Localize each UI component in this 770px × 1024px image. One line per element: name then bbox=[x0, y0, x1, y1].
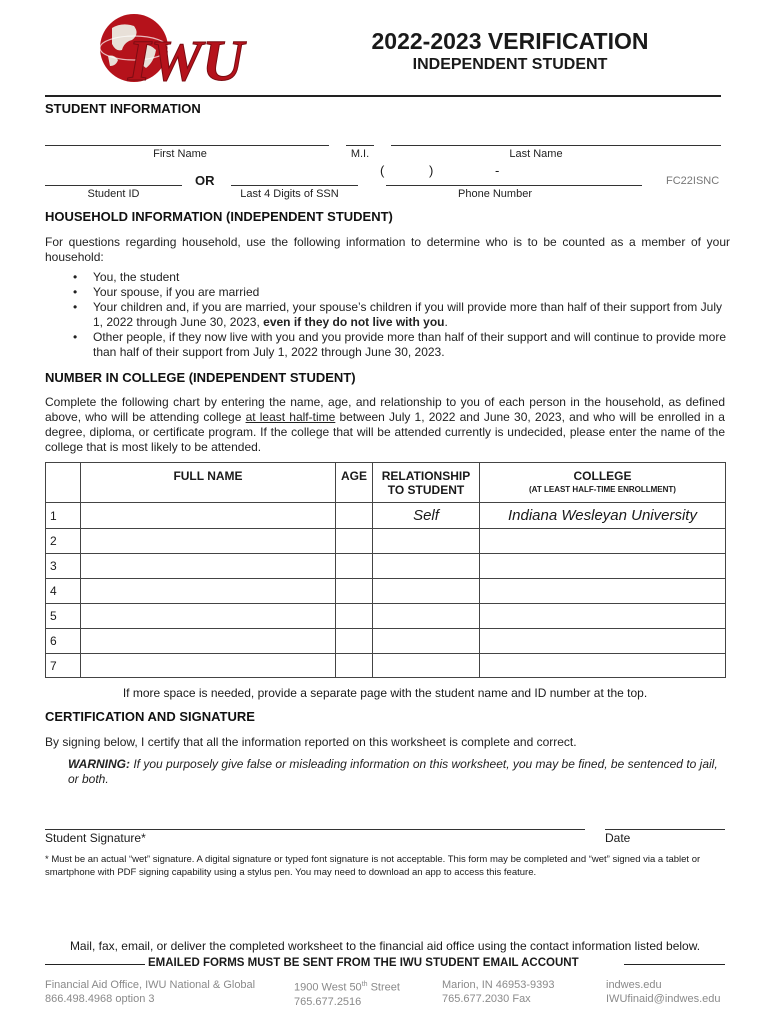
certification-heading: CERTIFICATION AND SIGNATURE bbox=[45, 709, 255, 724]
footer-city bbox=[442, 978, 555, 1006]
date-field[interactable] bbox=[605, 829, 725, 830]
college-header-sub: (AT LEAST HALF-TIME ENROLLMENT) bbox=[529, 485, 676, 494]
college-cell[interactable]: Indiana Wesleyan University bbox=[480, 503, 726, 529]
date-label: Date bbox=[605, 831, 631, 845]
col-age-header: AGE bbox=[336, 463, 373, 503]
college-cell[interactable] bbox=[480, 629, 726, 654]
household-intro: For questions regarding household, use the following information to determine who is to be counted as a member of your household: bbox=[45, 235, 730, 264]
footer-web bbox=[606, 978, 721, 1006]
web-link[interactable]: indwes.edu bbox=[606, 979, 662, 991]
street-ordinal: th bbox=[361, 981, 368, 988]
table-row bbox=[46, 579, 726, 604]
table-row bbox=[46, 554, 726, 579]
form-code: FC22ISNC bbox=[666, 175, 720, 187]
college-intro-underline: at least half-time bbox=[245, 410, 336, 424]
street-phone: 765.677.2516 bbox=[294, 995, 362, 1008]
footer-rule-right bbox=[624, 964, 725, 965]
college-cell[interactable] bbox=[480, 529, 726, 554]
first-name-field[interactable] bbox=[45, 145, 329, 146]
warning-body: If you purposely give false or misleading information on this worksheet, you may be fined, be sentenced to jail, or both. bbox=[68, 757, 718, 786]
table-row bbox=[46, 654, 726, 678]
email-link[interactable]: IWUfinaid@indwes.edu bbox=[606, 993, 721, 1005]
phone-close-paren: ) bbox=[429, 163, 434, 178]
street-number: 1900 West 50 bbox=[294, 981, 362, 994]
footer-rule-left bbox=[45, 964, 145, 965]
col-college-header bbox=[480, 463, 726, 503]
name-cell[interactable] bbox=[81, 654, 336, 678]
age-cell[interactable] bbox=[336, 554, 373, 579]
phone-dash: - bbox=[495, 163, 500, 178]
last-name-label: Last Name bbox=[509, 148, 563, 160]
college-heading: NUMBER IN COLLEGE (INDEPENDENT STUDENT) bbox=[45, 370, 356, 385]
college-cell[interactable] bbox=[480, 579, 726, 604]
phone-field[interactable] bbox=[386, 185, 642, 186]
signature-footnote: * Must be an actual “wet” signature. A digital signature or typed font signature is not acceptable. This form may be completed and “wet” signed via a tablet or smartphone with PDF signing capability using a stylus pen. You may need to download an app to access this feature. bbox=[45, 854, 701, 878]
college-intro-a: Complete the following chart by entering the name, age, and relationship to you of each person in the household, as defined above, who will be attending college bbox=[45, 395, 725, 424]
ssn-field[interactable] bbox=[231, 185, 358, 186]
street-address bbox=[294, 978, 400, 995]
header-rule bbox=[45, 95, 721, 97]
table-row bbox=[46, 629, 726, 654]
student-id-field[interactable] bbox=[45, 185, 182, 186]
college-chart bbox=[45, 462, 726, 678]
relationship-cell[interactable] bbox=[373, 604, 480, 629]
relationship-cell[interactable] bbox=[373, 554, 480, 579]
col-number-header bbox=[46, 463, 81, 503]
office-phone: 866.498.4968 option 3 bbox=[45, 993, 155, 1005]
college-intro-b: between July 1, 2022 and June 30, 2023, and who will be enrolled in a degree, diploma, or certificate program. If the college that will be attended currently is undecided, please enter the name of the college that is most likely to be attended. bbox=[45, 410, 725, 454]
row-number: 6 bbox=[46, 629, 81, 654]
phone-label: Phone Number bbox=[458, 188, 532, 200]
bullet-item: • You, the student bbox=[45, 270, 730, 285]
relationship-cell[interactable] bbox=[373, 529, 480, 554]
more-space-note: If more space is needed, provide a separate page with the student name and ID number at the top. bbox=[122, 686, 648, 700]
row-number: 7 bbox=[46, 654, 81, 678]
college-header-title: COLLEGE bbox=[573, 469, 632, 483]
name-cell[interactable] bbox=[81, 554, 336, 579]
relationship-cell[interactable]: Self bbox=[373, 503, 480, 529]
office-name: Financial Aid Office, IWU National & Global bbox=[45, 979, 256, 991]
college-intro bbox=[45, 395, 725, 455]
age-cell[interactable] bbox=[336, 654, 373, 678]
name-cell[interactable] bbox=[81, 579, 336, 604]
relationship-cell[interactable] bbox=[373, 579, 480, 604]
bullet-item: • Other people, if they now live with you and you provide more than half of their support and will continue to provide more than half of their support from July 1, 2022 through June 30, 2023. bbox=[45, 330, 730, 360]
signature-field[interactable] bbox=[45, 829, 585, 830]
signature-label: Student Signature* bbox=[45, 831, 146, 845]
iwu-logo bbox=[94, 6, 276, 90]
warning-text bbox=[68, 757, 728, 787]
row-number: 1 bbox=[46, 503, 81, 529]
age-cell[interactable] bbox=[336, 579, 373, 604]
form-title: 2022-2023 VERIFICATION bbox=[371, 28, 649, 54]
mi-label: M.I. bbox=[350, 148, 370, 160]
mi-field[interactable] bbox=[346, 145, 374, 146]
mail-instructions: Mail, fax, email, or deliver the completed worksheet to the financial aid office using the contact information listed below. bbox=[69, 939, 701, 953]
relationship-cell[interactable] bbox=[373, 654, 480, 678]
age-cell[interactable] bbox=[336, 503, 373, 529]
form-subtitle: INDEPENDENT STUDENT bbox=[412, 56, 608, 73]
bullet-item bbox=[45, 300, 730, 330]
emailed-notice: EMAILED FORMS MUST BE SENT FROM THE IWU STUDENT EMAIL ACCOUNT bbox=[148, 957, 579, 969]
name-cell[interactable] bbox=[81, 529, 336, 554]
col-relationship-header: RELATIONSHIP TO STUDENT bbox=[373, 463, 480, 503]
footer-street bbox=[294, 978, 400, 1009]
col-name-header: FULL NAME bbox=[81, 463, 336, 503]
row-number: 5 bbox=[46, 604, 81, 629]
table-row bbox=[46, 604, 726, 629]
first-name-label: First Name bbox=[153, 148, 207, 160]
name-cell[interactable] bbox=[81, 629, 336, 654]
bullet-item: • Your spouse, if you are married bbox=[45, 285, 730, 300]
bullet-end: . bbox=[444, 315, 448, 329]
footer-office bbox=[45, 978, 255, 1006]
name-cell[interactable] bbox=[81, 503, 336, 529]
svg-text:IWU: IWU bbox=[128, 28, 245, 90]
relationship-cell[interactable] bbox=[373, 629, 480, 654]
fax-line: 765.677.2030 Fax bbox=[442, 993, 531, 1005]
household-heading: HOUSEHOLD INFORMATION (INDEPENDENT STUDENT) bbox=[45, 209, 393, 224]
age-cell[interactable] bbox=[336, 604, 373, 629]
row-number: 4 bbox=[46, 579, 81, 604]
name-cell[interactable] bbox=[81, 604, 336, 629]
college-cell[interactable] bbox=[480, 554, 726, 579]
college-cell[interactable] bbox=[480, 604, 726, 629]
student-info-heading: STUDENT INFORMATION bbox=[45, 101, 201, 116]
warning-label: WARNING: bbox=[68, 757, 130, 771]
street-name: Street bbox=[367, 981, 400, 994]
phone-open-paren: ( bbox=[380, 163, 385, 178]
row-number: 2 bbox=[46, 529, 81, 554]
bullet-text: Your children and, if you are married, your spouse’s children if you will provide more than half of their support from July 1, 2022 through June 30, 2023, bbox=[93, 300, 722, 329]
ssn-label: Last 4 Digits of SSN bbox=[240, 188, 339, 200]
college-cell[interactable] bbox=[480, 654, 726, 678]
table-header-row bbox=[46, 463, 726, 503]
bullet-emphasis: even if they do not live with you bbox=[263, 315, 445, 329]
or-text: OR bbox=[195, 173, 215, 188]
table-row bbox=[46, 503, 726, 529]
student-id-label: Student ID bbox=[87, 188, 140, 200]
age-cell[interactable] bbox=[336, 629, 373, 654]
household-bullets bbox=[45, 270, 730, 360]
last-name-field[interactable] bbox=[391, 145, 721, 146]
row-number: 3 bbox=[46, 554, 81, 579]
city-line: Marion, IN 46953-9393 bbox=[442, 979, 555, 991]
age-cell[interactable] bbox=[336, 529, 373, 554]
table-row bbox=[46, 529, 726, 554]
globe-logo-icon bbox=[94, 6, 276, 90]
certification-statement: By signing below, I certify that all the information reported on this worksheet is complete and correct. bbox=[45, 735, 577, 749]
